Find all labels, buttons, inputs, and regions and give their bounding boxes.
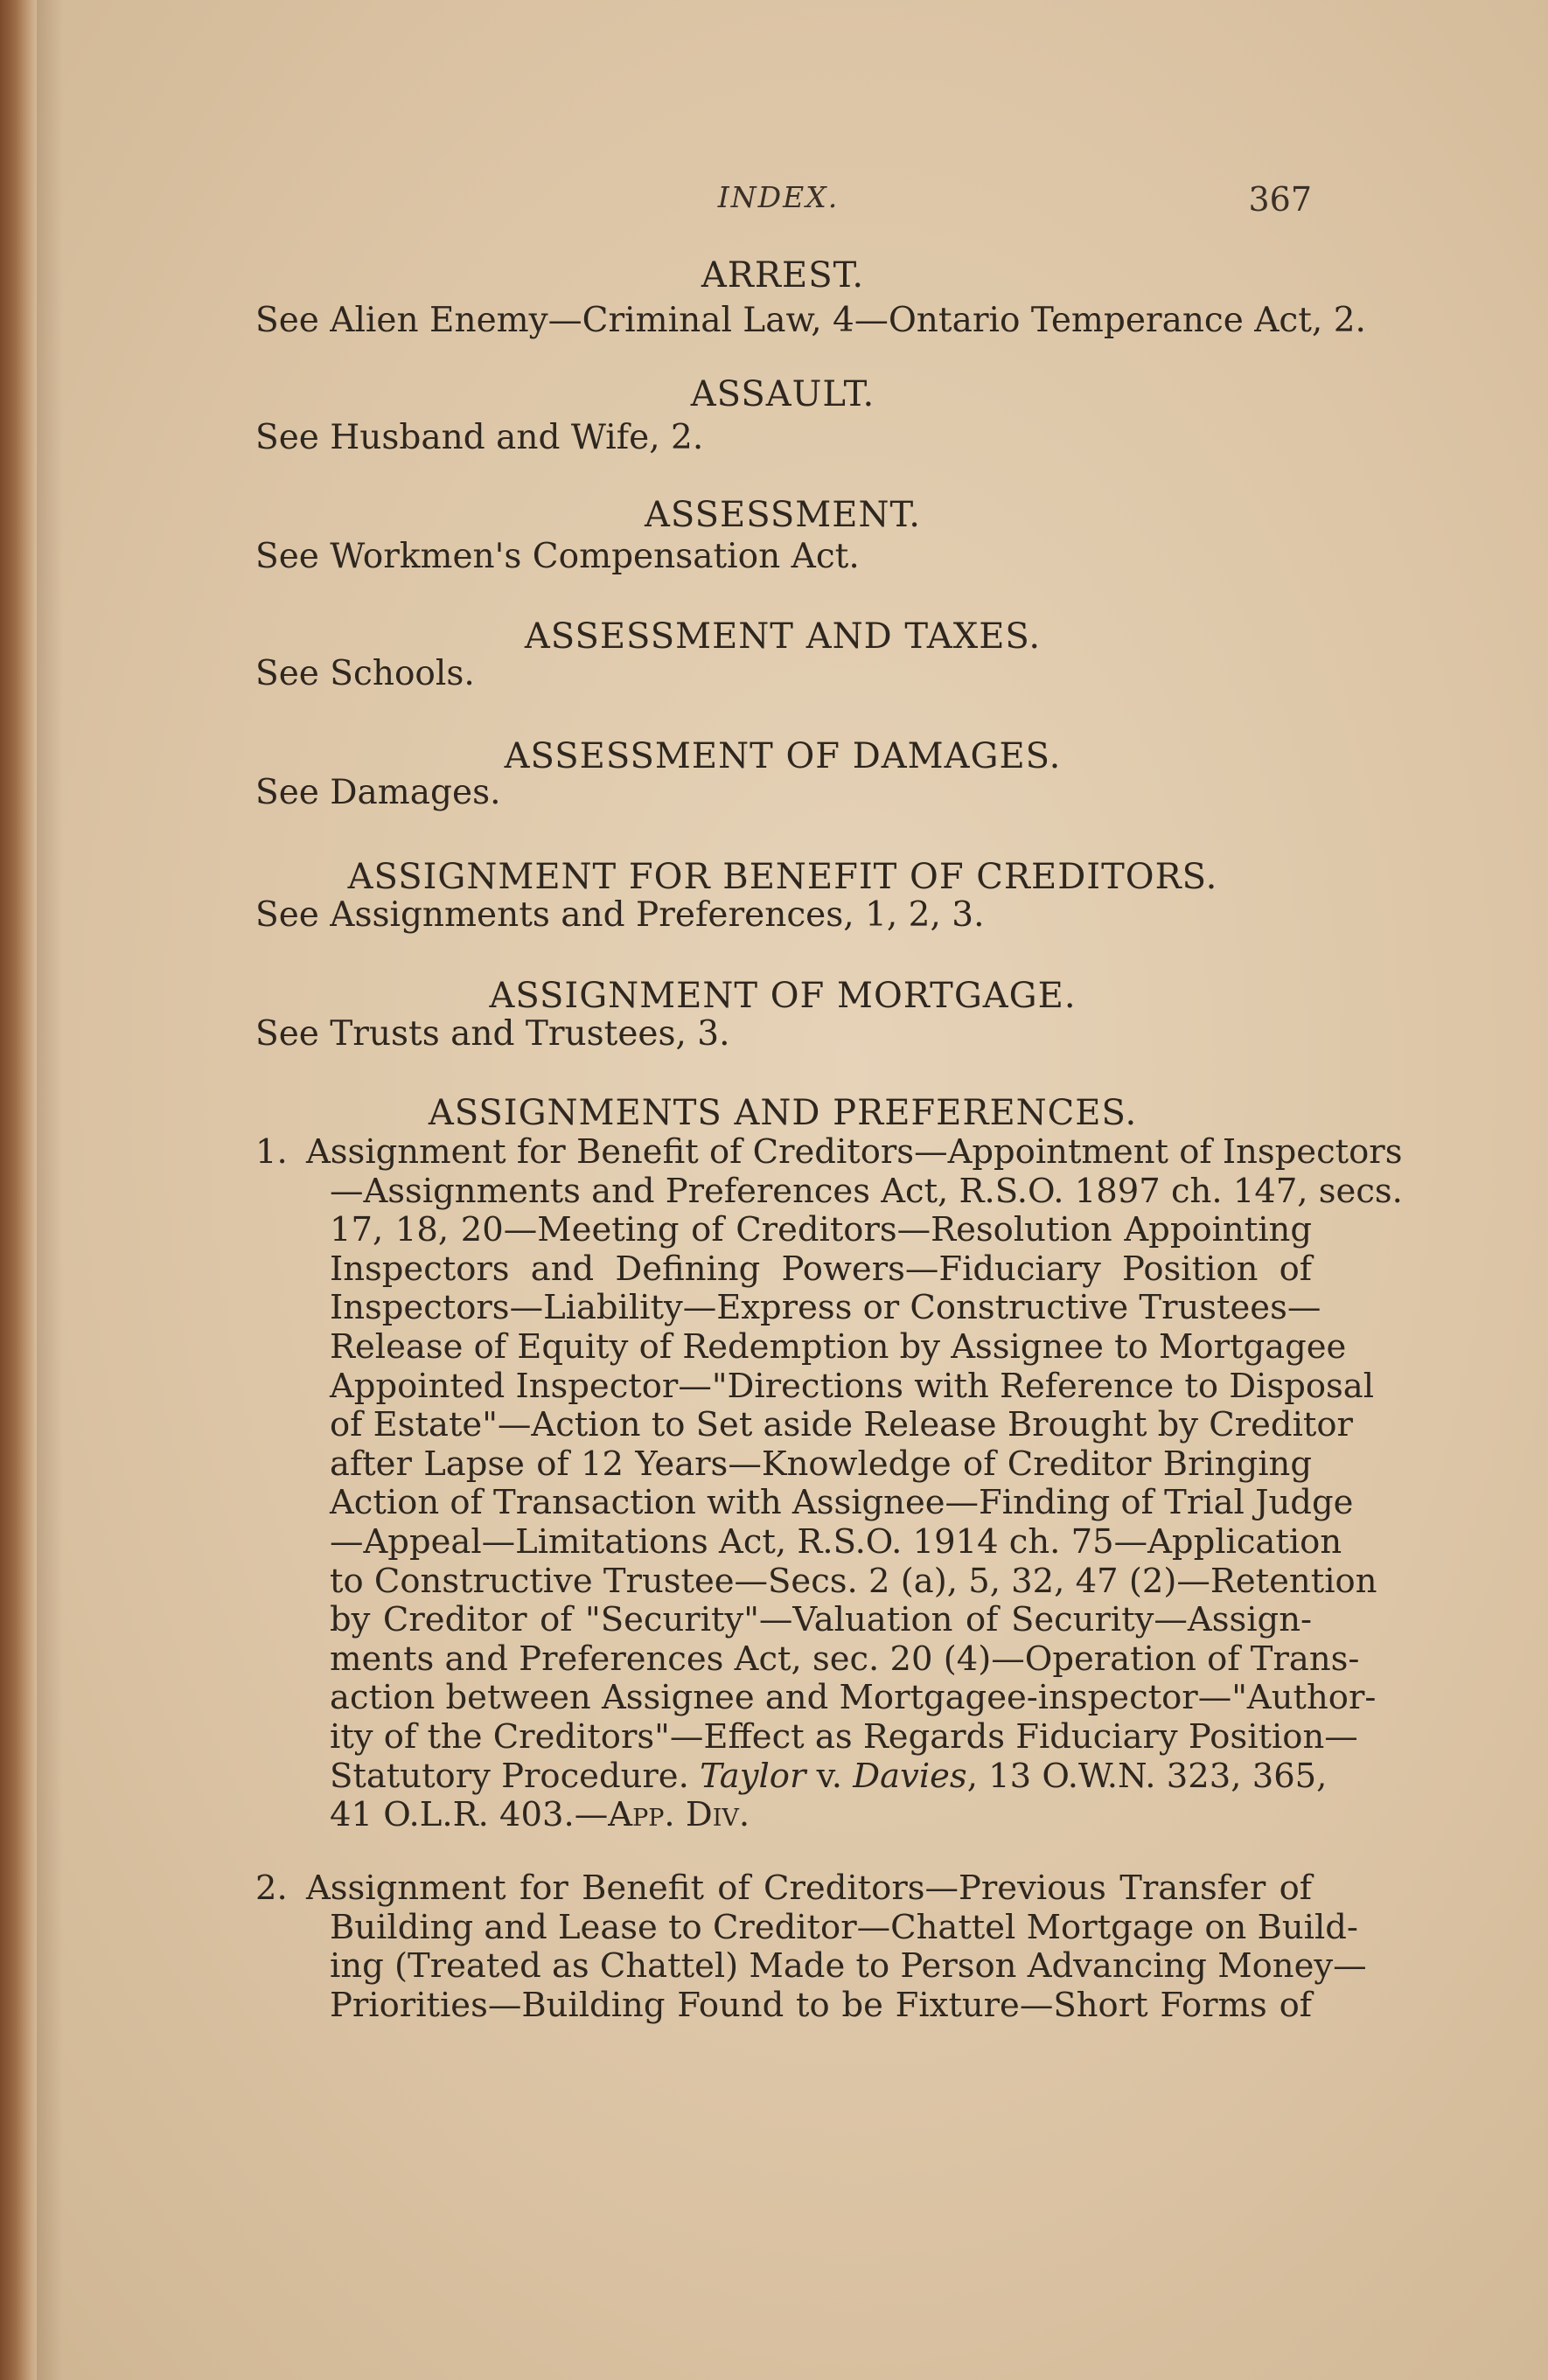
entry-line: Release of Equity of Redemption by Assignee to Mortgagee bbox=[330, 1326, 1347, 1367]
see-reference-assessment: See Workmen's Compensation Act. bbox=[255, 537, 860, 576]
running-title: INDEX. bbox=[717, 180, 840, 214]
gutter-shadow bbox=[37, 0, 63, 2380]
entry-line: Assignment for Benefit of Creditors—Previous Transfer of bbox=[306, 1869, 1312, 1908]
entry-line: Inspectors—Liability—Express or Constructive Trustees— bbox=[330, 1288, 1321, 1328]
see-reference-assault: See Husband and Wife, 2. bbox=[255, 418, 704, 457]
heading-assessment: ASSESSMENT. bbox=[645, 495, 921, 535]
see-reference-assessment-and-taxes: See Schools. bbox=[255, 654, 475, 693]
entry-line: Building and Lease to Creditor—Chattel Mortgage on Build- bbox=[330, 1907, 1358, 1947]
heading-assignments-and-preferences: ASSIGNMENTS AND PREFERENCES. bbox=[428, 1093, 1138, 1133]
entry-line: by Creditor of "Security"—Valuation of Security—Assign- bbox=[330, 1600, 1312, 1640]
entry-line: ity of the Creditors"—Effect as Regards Fiduciary Position— bbox=[330, 1716, 1358, 1757]
entry-line: Priorities—Building Found to be Fixture—Short Forms of bbox=[330, 1985, 1312, 2025]
entry-line: Assignment for Benefit of Creditors—Appointment of Inspectors bbox=[306, 1132, 1403, 1172]
court-name: App. Div. bbox=[608, 1795, 750, 1835]
report-citation-continued: 41 O.L.R. 403.— bbox=[330, 1795, 609, 1835]
entry-line: —Assignments and Preferences Act, R.S.O. 1897 ch. 147, secs. bbox=[330, 1171, 1403, 1211]
entry-line: to Constructive Trustee—Secs. 2 (a), 5, 32, 47 (2)—Retention bbox=[330, 1561, 1377, 1601]
entry-line: action between Assignee and Mortgagee-inspector—"Author- bbox=[330, 1678, 1377, 1718]
entry-line: 17, 18, 20—Meeting of Creditors—Resolution Appointing bbox=[330, 1210, 1312, 1250]
entry-number: 2. bbox=[255, 1869, 288, 1908]
heading-assessment-of-damages: ASSESSMENT OF DAMAGES. bbox=[504, 736, 1062, 776]
see-reference-arrest: See Alien Enemy—Criminal Law, 4—Ontario Temperance Act, 2. bbox=[255, 301, 1366, 340]
book-binding-edge bbox=[0, 0, 37, 2380]
entry-line: Action of Transaction with Assignee—Finding of Trial Judge bbox=[330, 1483, 1354, 1523]
entry-line: of Estate"—Action to Set aside Release Brought by Creditor bbox=[330, 1405, 1353, 1445]
entry-line: Inspectors and Defining Powers—Fiduciary Position of bbox=[330, 1249, 1312, 1289]
case-party-plaintiff: Taylor bbox=[700, 1756, 806, 1796]
see-reference-assessment-of-damages: See Damages. bbox=[255, 773, 501, 812]
citation-line bbox=[255, 1796, 1312, 1835]
heading-assignment-for-benefit-of-creditors: ASSIGNMENT FOR BENEFIT OF CREDITORS. bbox=[347, 857, 1218, 897]
heading-assessment-and-taxes: ASSESSMENT AND TAXES. bbox=[524, 616, 1042, 657]
entry-line: ing (Treated as Chattel) Made to Person Advancing Money— bbox=[330, 1946, 1367, 1987]
heading-arrest: ARREST. bbox=[701, 255, 865, 296]
case-versus: v. bbox=[805, 1756, 854, 1796]
entry-line: Appointed Inspector—"Directions with Reference to Disposal bbox=[330, 1366, 1375, 1406]
report-citation: , 13 O.W.N. 323, 365, bbox=[966, 1756, 1328, 1796]
case-party-defendant: Davies bbox=[853, 1756, 967, 1796]
heading-assignment-of-mortgage: ASSIGNMENT OF MORTGAGE. bbox=[489, 976, 1077, 1016]
citation-prefix: Statutory Procedure. bbox=[330, 1756, 701, 1796]
entry-number: 1. bbox=[255, 1132, 288, 1172]
heading-assault: ASSAULT. bbox=[690, 374, 875, 414]
see-reference-assignment-for-benefit: See Assignments and Preferences, 1, 2, 3. bbox=[255, 895, 985, 935]
index-entry-2 bbox=[255, 1869, 1367, 2025]
index-entry-1 bbox=[255, 1132, 1403, 1835]
citation-line bbox=[255, 1756, 1328, 1797]
entry-line: after Lapse of 12 Years—Knowledge of Creditor Bringing bbox=[330, 1444, 1312, 1484]
entry-line: ments and Preferences Act, sec. 20 (4)—Operation of Trans- bbox=[330, 1639, 1360, 1679]
entry-line: —Appeal—Limitations Act, R.S.O. 1914 ch. 75—Application bbox=[330, 1521, 1342, 1562]
see-reference-assignment-of-mortgage: See Trusts and Trustees, 3. bbox=[255, 1014, 730, 1054]
page-number: 367 bbox=[1248, 180, 1312, 219]
